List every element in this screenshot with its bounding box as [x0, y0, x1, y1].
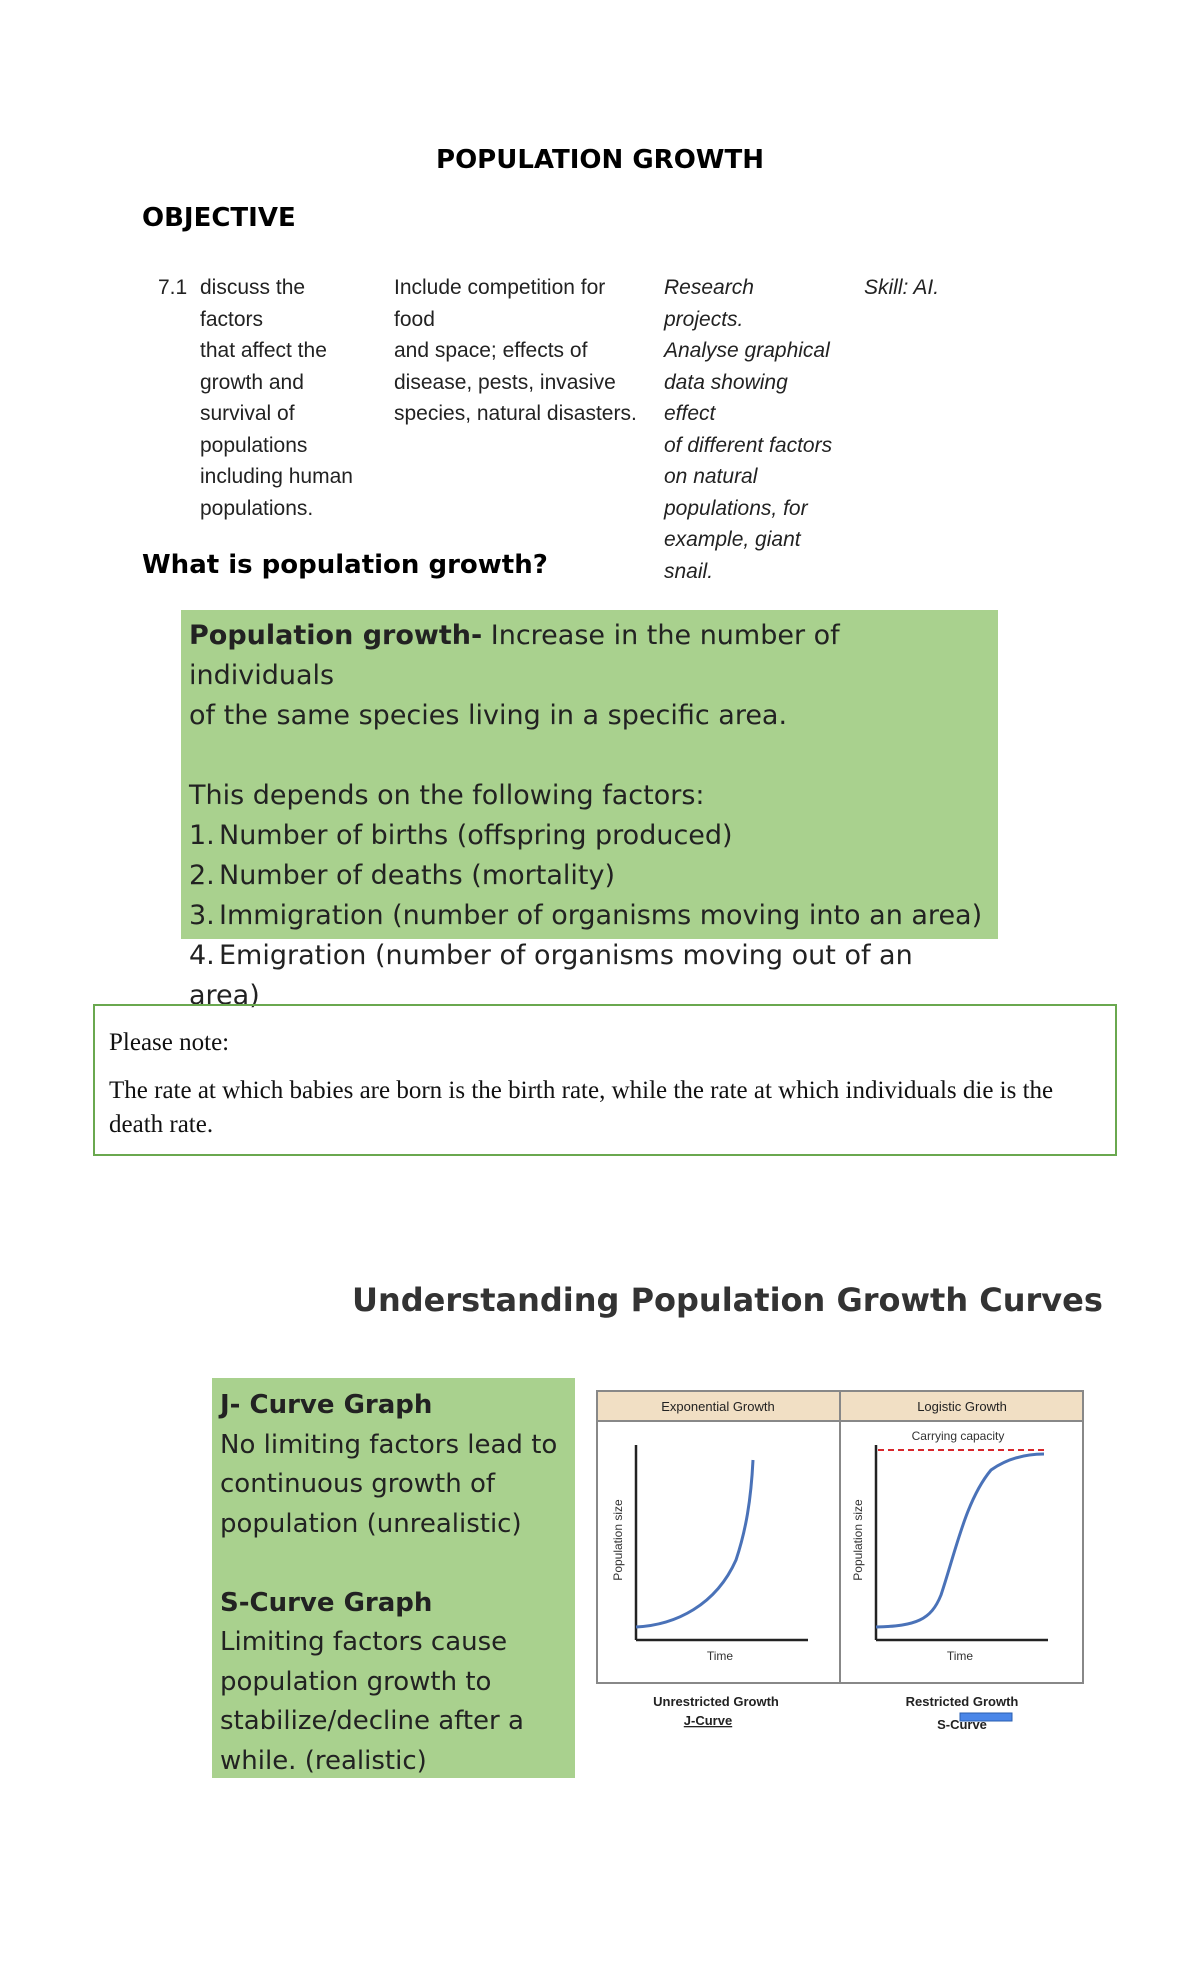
definition-box	[181, 610, 998, 1011]
objective-col2-line: disease, pests, invasive	[394, 370, 616, 394]
definition-term: Population growth-	[189, 620, 483, 651]
objective-col2-line: and space; effects of	[394, 339, 588, 362]
panel-left-title: Exponential Growth	[661, 1399, 775, 1414]
objective-col3	[664, 272, 834, 587]
objective-col2-line: Include competition for food	[394, 276, 606, 331]
j-curve-line: population (unrealistic)	[220, 1508, 522, 1539]
objective-col2-line: species, natural disasters.	[394, 402, 637, 425]
factor-item: 4. Emigration (number of organisms moving out of an area)	[189, 940, 913, 1011]
curves-explanation-box	[212, 1378, 575, 1778]
definition-line1-rest: Increase in the number of individuals	[189, 620, 840, 691]
growth-curves-svg	[596, 1390, 1096, 1730]
s-curve-title: S-Curve Graph	[220, 1587, 433, 1618]
objective-col3-line: example, giant	[664, 528, 801, 551]
right-y-label: Population size	[851, 1499, 865, 1581]
left-sub-caption: J-Curve	[683, 1713, 733, 1728]
objective-col3-line: Analyse graphical	[664, 339, 830, 362]
objective-col1-line: populations.	[200, 496, 314, 520]
j-curve-title: J- Curve Graph	[220, 1390, 433, 1420]
note-box	[93, 1004, 1117, 1156]
factor-item: 2. Number of deaths (mortality)	[189, 860, 615, 891]
note-label: Please note:	[109, 1029, 230, 1056]
objective-col1-line: survival of	[200, 402, 295, 425]
page-title: POPULATION GROWTH	[436, 145, 764, 175]
carrying-capacity-label: Carrying capacity	[911, 1429, 1005, 1443]
right-caption: Restricted Growth	[905, 1694, 1019, 1709]
factors-intro: This depends on the following factors:	[189, 780, 705, 811]
objective-col3-line: Research projects.	[664, 276, 754, 331]
s-curve-line: Limiting factors cause	[220, 1627, 508, 1657]
objective-heading: OBJECTIVE	[142, 203, 296, 233]
objective-col1-line: discuss the factors	[200, 276, 306, 331]
factors-list	[189, 816, 990, 1016]
question-heading: What is population growth?	[142, 550, 548, 580]
note-text: The rate at which babies are born is the birth rate, while the rate at which individuals die is the death rate.	[109, 1077, 1054, 1138]
objective-col1-line: populations	[200, 433, 308, 457]
objective-number: 7.1	[158, 276, 188, 299]
objective-col1-line: including human	[200, 465, 353, 488]
objective-col3-line: on natural	[664, 465, 758, 488]
left-caption: Unrestricted Growth	[653, 1694, 779, 1709]
objective-col1-line: growth and	[200, 370, 304, 394]
j-curve-line: continuous growth of	[220, 1469, 496, 1499]
curves-title: Understanding Population Growth Curves	[352, 1281, 1103, 1319]
s-curve-line: while. (realistic)	[220, 1745, 427, 1776]
right-x-label: Time	[946, 1649, 974, 1663]
panel-right-title: Logistic Growth	[917, 1399, 1007, 1414]
factor-item: 3. Immigration (number of organisms moving into an area)	[189, 900, 983, 931]
objective-col3-line: data showing effect	[664, 370, 788, 425]
definition-line1	[189, 616, 990, 696]
objective-col2	[394, 272, 644, 430]
objective-col4: Skill: AI.	[864, 276, 940, 299]
right-sub-caption: S-Curve	[937, 1717, 987, 1730]
left-y-label: Population size	[611, 1499, 625, 1581]
factor-item: 1. Number of births (offspring produced)	[189, 820, 733, 851]
objective-col1	[200, 272, 370, 524]
objective-col3-line: of different factors	[664, 433, 833, 457]
objective-col3-line: populations, for	[664, 496, 808, 520]
objective-col3-line: snail.	[664, 559, 714, 583]
left-x-label: Time	[706, 1649, 734, 1663]
j-curve-line: No limiting factors lead to	[220, 1429, 558, 1460]
s-curve-line: population growth to	[220, 1666, 492, 1697]
objective-col1-line: that affect the	[200, 339, 327, 362]
s-curve-line: stabilize/decline after a	[220, 1706, 524, 1736]
definition-line2: of the same species living in a specific area.	[189, 700, 788, 731]
